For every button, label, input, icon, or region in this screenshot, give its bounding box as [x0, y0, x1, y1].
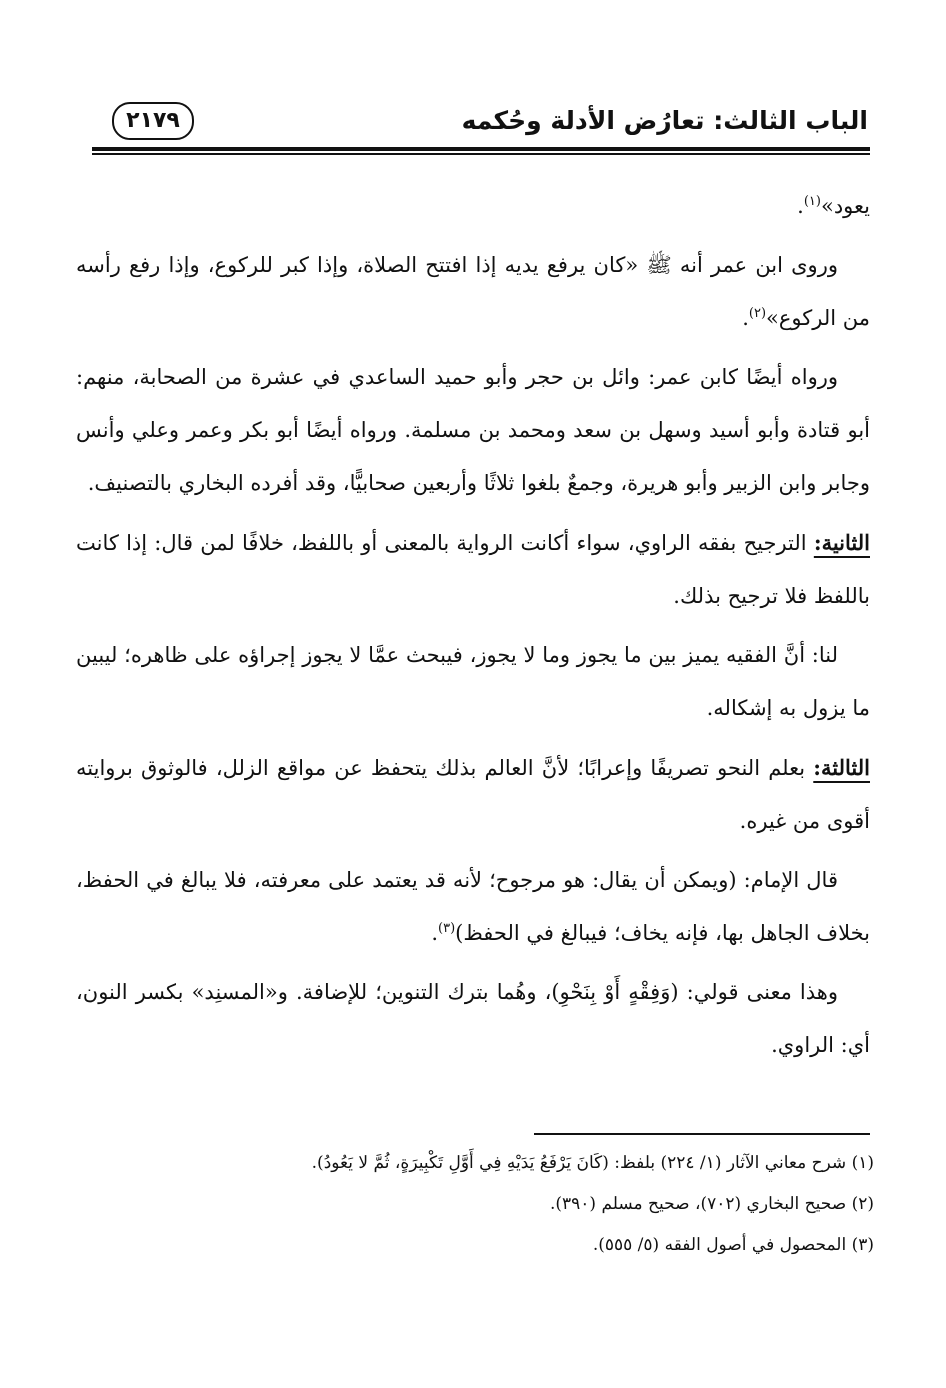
paragraph-1-end: . [797, 194, 804, 218]
paragraph-4-text: الترجيح بفقه الراوي، سواء أكانت الرواية بالمعنى أو باللفظ، خلافًا لمن قال: إذا كانت باللفظ فلا ترجيح بذلك. [76, 531, 870, 608]
footnote-ref-2: (٢) [748, 306, 767, 321]
footnote-separator [534, 1133, 870, 1135]
chapter-title: الباب الثالث: تعارُض الأدلة وحُكمه [461, 106, 868, 135]
paragraph-7-text: قال الإمام: (ويمكن أن يقال: هو مرجوح؛ لأنه قد يعتمد على معرفته، فلا يبالغ في الحفظ، بخلاف الجاهل بها، فإنه يخاف؛ فيبالغ في الحفظ) [76, 868, 870, 945]
footnotes [76, 1150, 874, 1273]
paragraph-3: ورواه أيضًا كابن عمر: وائل بن حجر وأبو حميد الساعدي في عشرة من الصحابة، منهم: أبو قتادة وأبو أسيد وسهل بن سعد ومحمد بن مسلمة. ورواه أيضًا أبو بكر وعمر وعلي وأنس وجابر وابن الزبير وأبو هريرة، وجمعٌ بلغوا ثلاثًا وأربعين صحابيًّا، وقد أفرده البخاري بالتصنيف. [76, 365, 870, 495]
paragraph-8: وهذا معنى قولي: (وَفِقْهٍ أَوْ بِنَحْوِ)، وهُما بترك التنوين؛ للإضافة. و«المسنِد» بكسر النون، أي: الراوي. [76, 980, 870, 1057]
paragraph-2-text: وروى ابن عمر أنه ﷺ «كان يرفع يديه إذا افتتح الصلاة، وإذا كبر للركوع، وإذا رفع رأسه من الركوع» [76, 253, 870, 330]
footnote-ref-3: (٣) [438, 921, 456, 936]
running-header [92, 100, 868, 146]
main-text [76, 180, 870, 1072]
paragraph-6-label: الثالثة: [813, 755, 870, 780]
paragraph-6 [76, 741, 870, 848]
paragraph-1 [76, 180, 870, 233]
paragraph-7-end: . [431, 921, 439, 945]
paragraph-4 [76, 516, 870, 623]
header-rule-thin [92, 153, 870, 155]
paragraph-2-end: . [742, 306, 749, 330]
paragraph-7 [76, 854, 870, 960]
footnote-ref-1: (١) [803, 194, 821, 209]
header-rule-thick [92, 147, 870, 151]
paragraph-2 [76, 239, 870, 345]
page-number: ٢١٧٩ [112, 102, 194, 140]
paragraph-6-text: بعلم النحو تصريفًا وإعرابًا؛ لأنَّ العالم بذلك يتحفظ عن مواقع الزلل، فالوثوق بروايته أقوى من غيره. [76, 756, 870, 833]
footnote-1: (١) شرح معاني الآثار (١/ ٢٢٤) بلفظ: (كَانَ يَرْفَعُ يَدَيْهِ فِي أَوَّلِ تَكْبِيرَةٍ، ثُمَّ لا يَعُودُ). [311, 1153, 874, 1173]
paragraph-1-text: يعود» [820, 194, 870, 218]
paragraph-5: لنا: أنَّ الفقيه يميز بين ما يجوز وما لا يجوز، فيبحث عمَّا لا يجوز إجراؤه على ظاهره؛ ليبين ما يزول به إشكاله. [76, 643, 870, 720]
footnote-2: (٢) صحيح البخاري (٧٠٢)، صحيح مسلم (٣٩٠). [549, 1194, 874, 1214]
paragraph-4-label: الثانية: [813, 530, 870, 555]
footnote-3: (٣) المحصول في أصول الفقه (٥/ ٥٥٥). [592, 1235, 874, 1255]
